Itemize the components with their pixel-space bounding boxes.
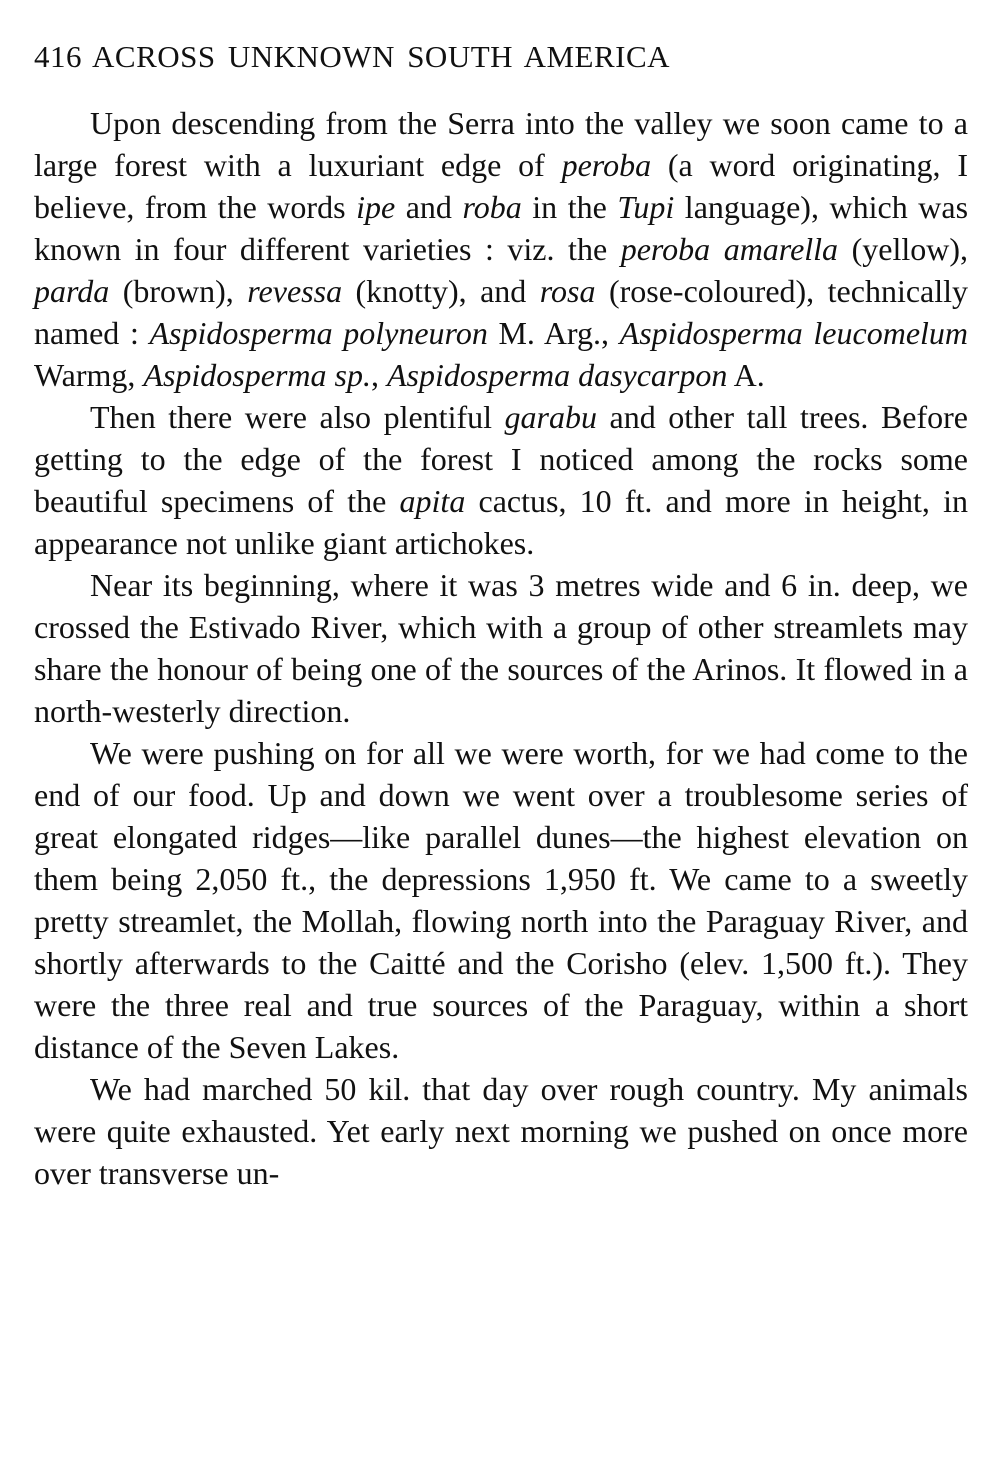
text-run: Then there were also plentiful [90,399,505,435]
italic-run: ipe [356,189,396,225]
paragraph [34,396,968,564]
italic-run: peroba amarella [620,231,839,267]
italic-run: Aspidosperma dasycarpon [386,357,728,393]
text-run: Near its beginning, where it was 3 metres wide and 6 in. deep, we crossed the Estivado River, which with a group of other streamlets may share the honour of being one of the sources of the Arinos. It flowed in a north-westerly direction. [34,567,968,729]
text-run: We were pushing on for all we were worth, for we had come to the end of our food. Up and down we went over a troublesome series of great elongated ridges—like parallel dunes—the highest elevation on them being 2,050 ft., the depressions 1,950 ft. We came to a sweetly pretty streamlet, the Mollah, flowing north into the Paraguay River, and shortly afterwards to the Caitté and the Corisho (elev. 1,500 ft.). They were the three real and true sources of the Paraguay, within a short distance of the Seven Lakes. [34,735,968,1065]
italic-run: peroba [561,147,652,183]
paragraph [34,1068,968,1194]
text-run: We had marched 50 kil. that day over rough country. My animals were quite exhausted. Yet early next morning we pushed on once more over transverse un- [34,1071,968,1191]
paragraph [34,732,968,1068]
book-page [34,30,968,1194]
italic-run: parda [34,273,110,309]
italic-run: roba [462,189,522,225]
paragraph [34,102,968,396]
text-run: (rose-coloured), technically named : [34,273,969,351]
text-run: Upon descending from the Serra into the valley we soon came to a large forest with a luxuriant edge of [34,105,968,183]
italic-run: Aspidosperma leucomelum [619,315,969,351]
text-run: A. [727,357,765,393]
text-run: language), which was known in four different varieties : viz. the [34,189,969,267]
text-run: in the [521,189,618,225]
text-run: (yellow), [838,231,969,267]
page-number: 416 [34,39,82,74]
text-run: (knotty), and [342,273,540,309]
paragraph [34,564,968,732]
text-run: (a word originating, I believe, from the words [34,147,969,225]
text-run: and [395,189,463,225]
text-run: Warmg, [34,357,144,393]
text-run: M. Arg., [487,315,620,351]
running-title: ACROSS UNKNOWN SOUTH AMERICA [92,39,671,74]
text-run: cactus, 10 ft. and more in height, in appearance not unlike giant artichokes. [34,483,969,561]
italic-run: garabu [504,399,597,435]
italic-run: revessa [247,273,343,309]
italic-run: Tupi [617,189,675,225]
italic-run: apita [399,483,466,519]
running-header [34,30,968,84]
text-run: (brown), [109,273,248,309]
italic-run: rosa [539,273,596,309]
italic-run: Aspidosperma sp. [143,357,371,393]
body-text [34,102,968,1194]
italic-run: Aspidosperma polyneuron [149,315,488,351]
text-run: and other tall trees. Before getting to the edge of the forest I noticed among the rocks some beautiful specimens of the [34,399,969,519]
text-run: , [370,357,387,393]
